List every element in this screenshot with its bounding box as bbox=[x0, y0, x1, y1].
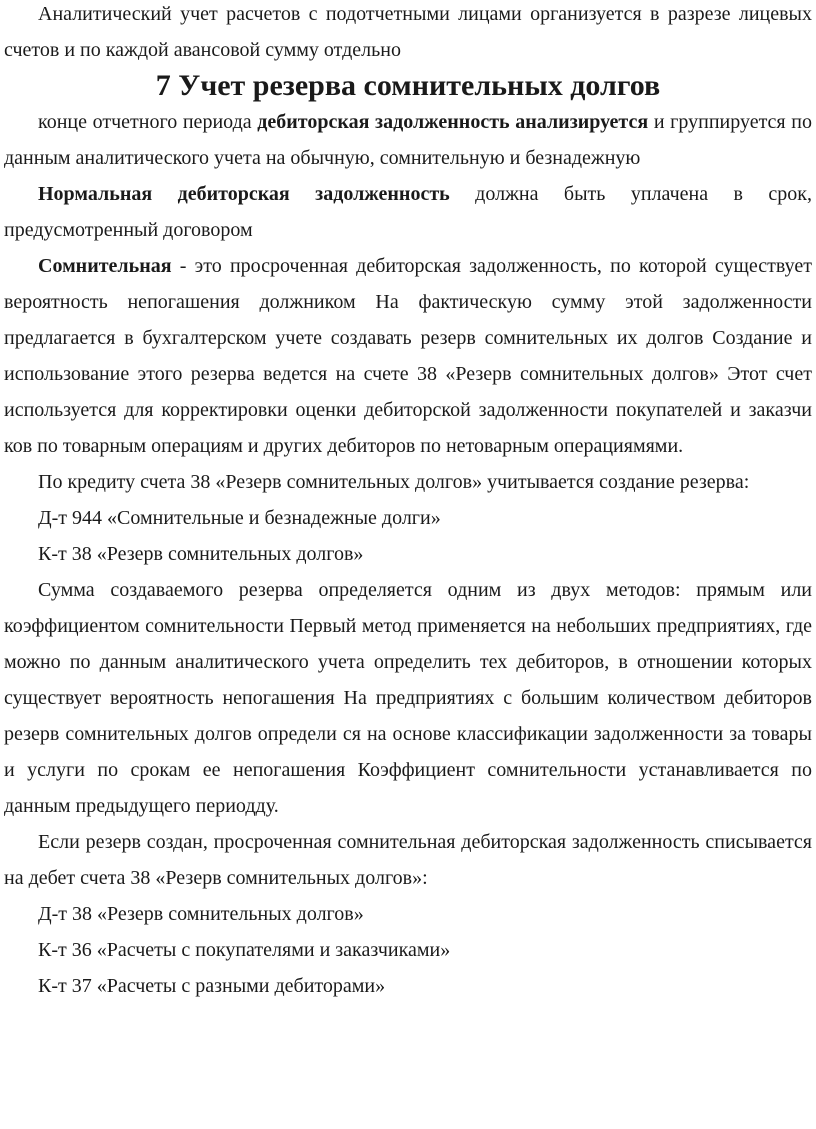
paragraph-text: - это просроченная дебиторская задолженность, по которой существует вероятность непогашения должником На фактическую сумму этой задолженности предлагается в бухгалтерском учете создавать резерв сомнительных их долгов Создание и использование этого резерва ведется на счете 38 «Резерв сомнительных долгов» Этот счет используется для корректировки оценки дебиторской задолженности покупателей и заказчи ков по товарным операциям и других дебиторов по нетоварным операциямями. bbox=[4, 255, 812, 457]
paragraph-receivables-analysis bbox=[4, 104, 812, 176]
paragraph-accountable-persons: Аналитический учет расчетов с подотчетными лицами организуется в разрезе лицевых счетов и по каждой авансовой сумму отдельно bbox=[4, 3, 812, 61]
entry-credit-37: К-т 37 «Расчеты с разными дебиторами» bbox=[38, 975, 386, 997]
paragraph-credit-entry: По кредиту счета 38 «Резерв сомнительных долгов» учитывается создание резерва: bbox=[38, 471, 750, 493]
paragraph-writeoff: Если резерв создан, просроченная сомнительная дебиторская задолженность списывается на дебет счета 38 «Резерв сомнительных долгов»: bbox=[4, 831, 812, 889]
bold-term: Нормальная дебиторская задолженность bbox=[38, 183, 450, 205]
paragraph-doubtful-receivables bbox=[4, 248, 812, 464]
section-heading: 7 Учет резерва сомнительных долгов bbox=[155, 69, 661, 102]
bold-term: дебиторская задолженность анализируется bbox=[257, 111, 649, 133]
paragraph-text: конце отчетного периода bbox=[38, 111, 258, 133]
paragraph-text: и группируется по данным аналитического учета на обычную, сомнительную и безнадежную bbox=[4, 111, 812, 169]
entry-debit-944: Д-т 944 «Сомнительные и безнадежные долги» bbox=[38, 507, 441, 529]
paragraph-normal-receivables bbox=[4, 176, 812, 248]
entry-credit-38: К-т 38 «Резерв сомнительных долгов» bbox=[38, 543, 364, 565]
entry-credit-36: К-т 36 «Расчеты с покупателями и заказчиками» bbox=[38, 939, 451, 961]
entry-debit-38: Д-т 38 «Резерв сомнительных долгов» bbox=[38, 903, 364, 925]
paragraph-text: должна быть уплачена в срок, предусмотренный договором bbox=[4, 183, 812, 241]
bold-term: Сомнительная bbox=[38, 255, 172, 277]
paragraph-reserve-methods: Сумма создаваемого резерва определяется одним из двух методов: прямым или коэффициентом сомнительности Первый метод применяется на небольших предприятиях, где можно по данным аналитического учета определить тех дебиторов, в отношении которых существует вероятность непогашения На предприятиях с большим количеством дебиторов резерв сомнительных долгов определи ся на основе классификации задолженности за товары и услуги по срокам ее непогашения Коэффициент сомнительности устанавливается по данным предыдущего периодду. bbox=[4, 579, 812, 817]
